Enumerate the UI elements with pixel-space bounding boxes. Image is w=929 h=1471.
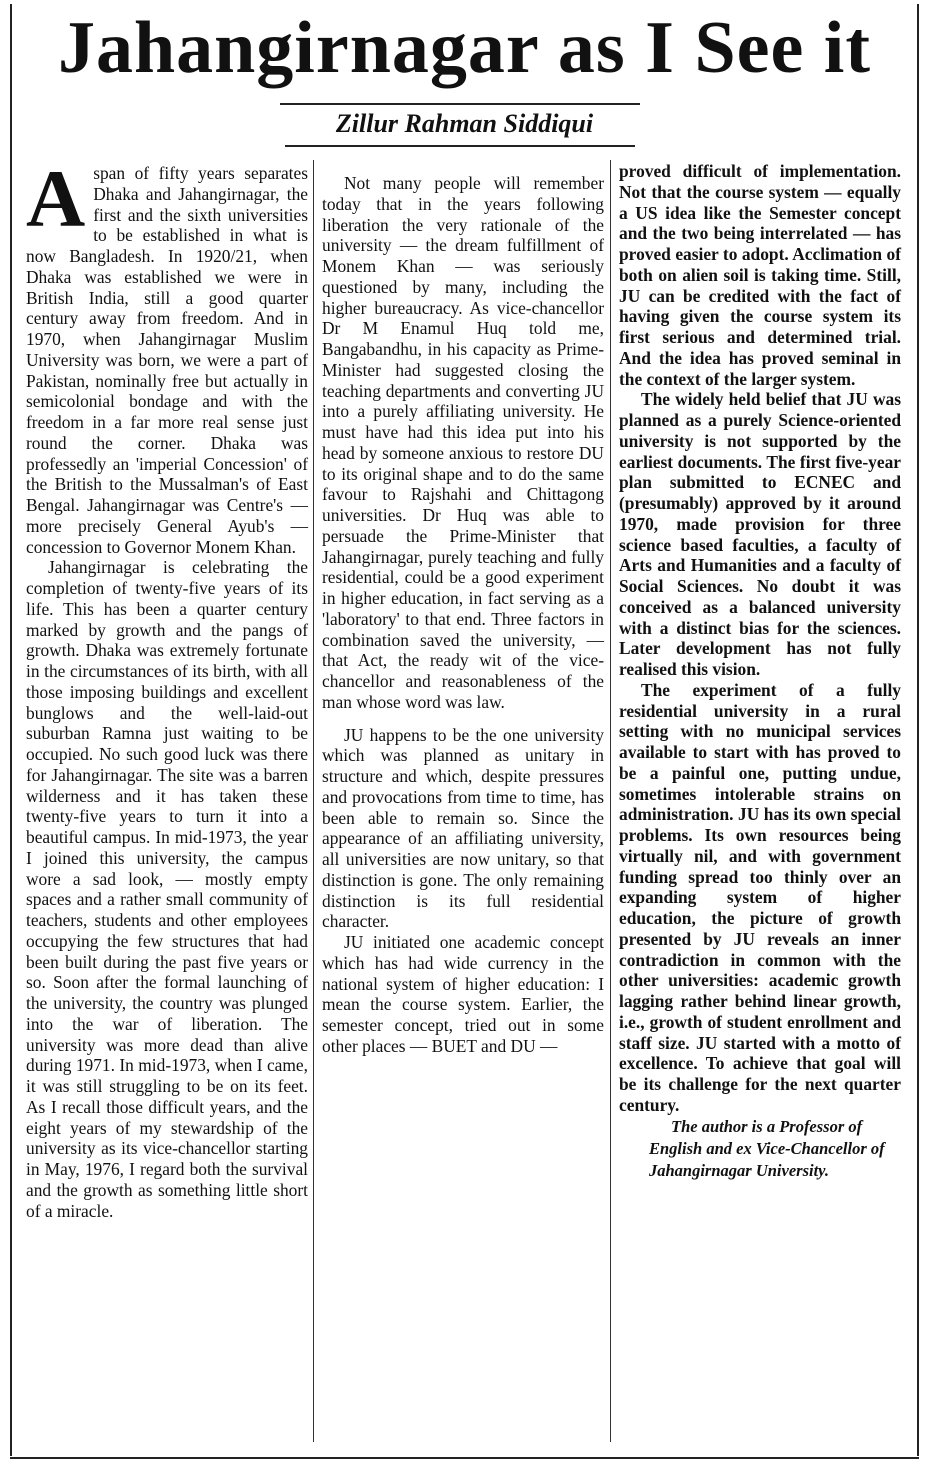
author-note: The author is a Professor of English and ex Vice-Chancellor of Jahangirnagar University. [649, 1116, 885, 1180]
paragraph [322, 173, 604, 713]
paragraph [26, 557, 308, 1221]
column-2 [322, 161, 604, 1057]
paragraph [619, 389, 901, 680]
paragraph-text: JU happens to be the one university which was planned as unitary in structure and which, despite pressures and provocations from time to time, has been able to remain so. Since the appearance of an affiliating university, all universities are now unitary, so that distinction is gone. The only remaining distinction is its full residential character. [322, 724, 604, 932]
column-divider [313, 160, 314, 1442]
drop-cap: A [26, 153, 86, 244]
paragraph [619, 161, 901, 389]
article-title: Jahangirnagar as I See it [57, 7, 872, 89]
paragraph-text: Not many people will remember today that in the years following liberation the very rationale of the university — the dream fulfillment of Monem Khan — was seriously questioned by many, including the higher bureaucracy. As vice-chancellor Dr M Enamul Huq told me, Bangabandhu, in his capacity as Prime-Minister had suggested closing the teaching departments and converting JU into a purely affiliating university. He must have had this idea put into his head by someone anxious to restore DU to its original shape and to do the same favour to Rajshahi and Chittagong universities. Dr Huq was able to persuade the Prime-Minister that Jahangirnagar, purely teaching and fully residential, could be a good experiment in higher education, in fact serving as a 'laboratory' to that end. Three factors in combination saved the university, — that Act, the ready wit of the vice-chancellor and reasonableness of the man whose word was law. [322, 173, 604, 712]
paragraph [322, 932, 604, 1057]
footer-rule [10, 1457, 919, 1459]
author-byline: Zillur Rahman Siddiqui [335, 109, 594, 138]
paragraph-text: span of fifty years separates Dhaka and Jahangirnagar, the first and the sixth universities to be established in what is now Bangladesh. In 1920/21, when Dhaka was established we were in British India, still a good quarter century away from freedom. And in 1970, when Jahangirnagar Muslim University was born, we were a part of Pakistan, nominally free but actually in semicolonial bondage and with the freedom in a far more real sense just round the corner. Dhaka was professedly an 'imperial Concession' of the British to the Mussalman's of East Bengal. Jahangirnagar was Centre's — more precisely General Ayub's — concession to Governor Monem Khan. [26, 163, 308, 557]
paragraph [322, 725, 604, 933]
paragraph-text: proved difficult of implementation. Not that the course system — equally a US idea like the Semester concept and the two being interrelated — has proved easier to adopt. Acclimation of both on alien soil is taking time. Still, JU can be credited with the fact of having given the course system its first serious and determined trial. And the idea has proved seminal in the context of the larger system. [619, 161, 901, 389]
byline-rule [285, 145, 635, 147]
paragraph-text: The widely held belief that JU was planned as a purely Science-oriented university is not supported by the earliest documents. The first five-year plan submitted to ECNEC and (presumably) approved by it around 1970, made provision for three science based faculties, a faculty of Arts and Humanities and a faculty of Social Sciences. No doubt it was conceived as a balanced university with a distinct bias for the sciences. Later development has not fully realised this vision. [619, 389, 901, 679]
paragraph-text: Jahangirnagar is celebrating the completion of twenty-five years of its life. This has been a quarter century marked by growth and the pangs of growth. Dhaka was extremely fortunate in the circumstances of its birth, with all those imposing buildings and excellent bunglows and the well-laid-out suburban Ramna just waiting to be occupied. No such good luck was there for Jahangirnagar. The site was a barren wilderness and it has taken these twenty-five years to turn it into a beautiful campus. In mid-1973, the year I joined this university, the campus wore a sad look, — mostly empty spaces and a rather small community of teachers, students and other employees occupying the few structures that had been built during the past five years or so. Soon after the formal launching of the university, the country was plunged into the war of liberation. The university was more dead than alive during 1971. In mid-1973, when I came, it was still struggling to be on its feet. As I recall those difficult years, and the eight years of my stewardship of the university as its vice-chancellor starting in May, 1976, I regard both the survival and the growth as something little short of a miracle. [26, 557, 308, 1221]
column-1 [26, 153, 308, 1221]
title-rule [280, 103, 640, 105]
column-divider [610, 160, 611, 1442]
paragraph-text: JU initiated one academic concept which has had wide currency in the national system of higher education: I mean the course system. Earlier, the semester concept, tried out in some other places — BUET and DU — [322, 932, 604, 1056]
paragraph [619, 680, 901, 1116]
paragraph-text: The experiment of a fully residential university in a rural setting with no municipal services available to start with has proved to be a painful one, putting undue, sometimes intolerable strains on administration. JU has its own special problems. Its own resources being virtually nil, and with government funding spread too thinly over an expanding system of higher education, the picture of growth presented by JU reveals an inner contradiction in common with the other universities: academic growth lagging rather behind linear growth, i.e., growth of student enrollment and staff size. JU started with a motto of excellence. To achieve that goal will be its challenge for the next quarter century. [619, 679, 901, 1115]
paragraph [26, 153, 308, 557]
column-3 [619, 161, 901, 1182]
